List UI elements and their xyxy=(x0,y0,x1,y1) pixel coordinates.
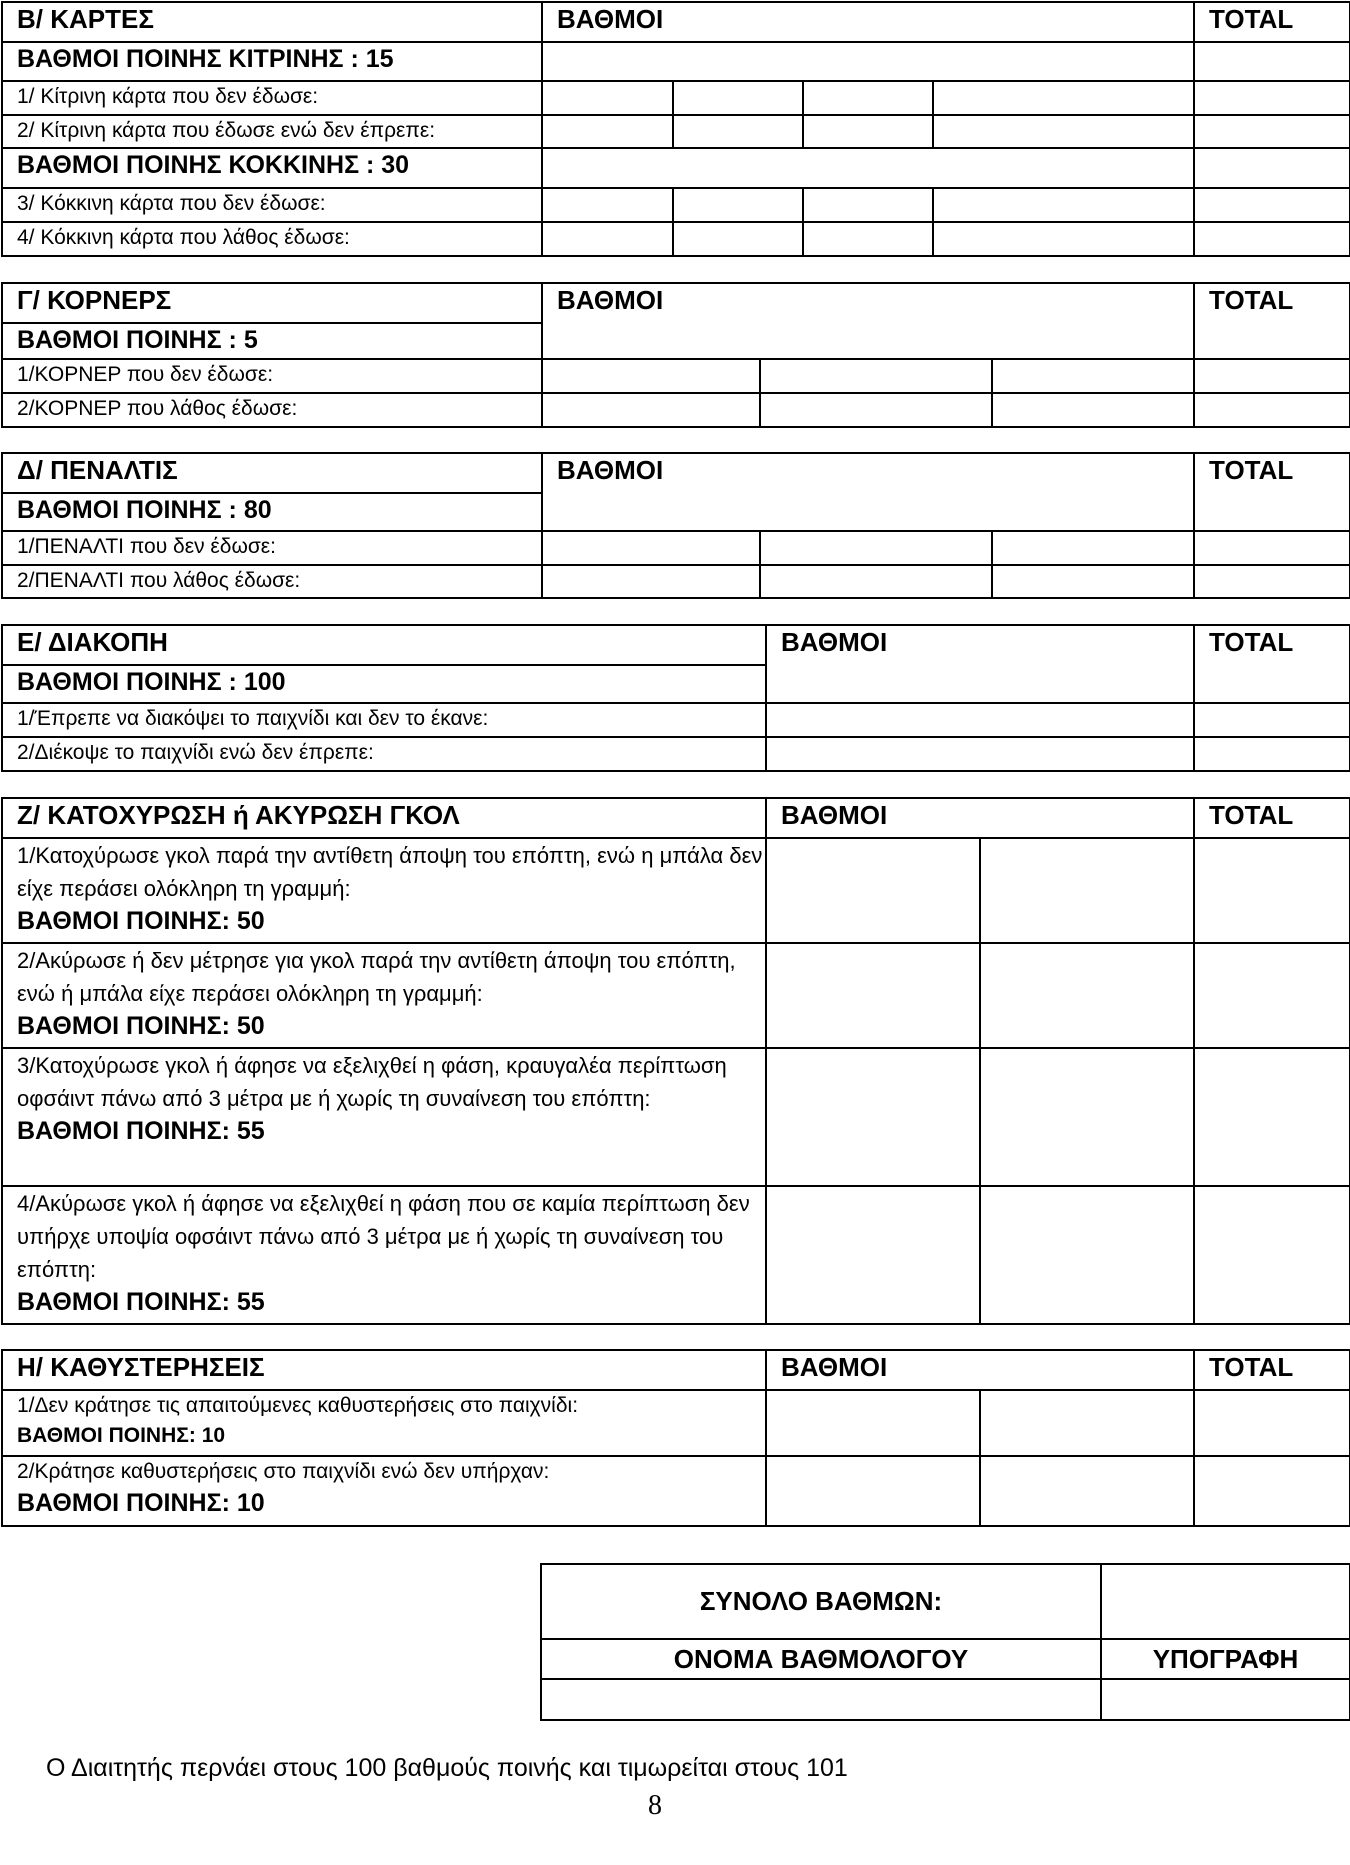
delay-item xyxy=(2,1390,766,1456)
score-cell[interactable] xyxy=(933,81,1194,115)
score-cell[interactable] xyxy=(980,1186,1194,1324)
score-cell[interactable] xyxy=(803,81,933,115)
item-label: 3/Κατοχύρωσε γκολ ή άφησε να εξελιχθεί η φάση, κραυγαλέα περίπτωση οφσάιντ πάνω από 3 μέτρα με ή χωρίς τη συναίνεση του επόπτη: xyxy=(17,1053,727,1111)
score-cell[interactable] xyxy=(542,531,760,565)
item-label: 4/ Κόκκινη κάρτα που λάθος έδωσε: xyxy=(2,222,542,256)
item-label: 4/Ακύρωσε γκολ ή άφησε να εξελιχθεί η φάση που σε καμία περίπτωση δεν υπήρχε υποψία οφσάιντ πάνω από 3 μέτρα με ή χωρίς τη συναίνεση του επόπτη: xyxy=(17,1191,750,1282)
score-cell[interactable] xyxy=(933,188,1194,222)
penalty-label: ΒΑΘΜΟΙ ΠΟΙΝΗΣ: 50 xyxy=(17,907,265,935)
total-heading: TOTAL xyxy=(1194,2,1350,42)
total-heading: TOTAL xyxy=(1194,1350,1350,1390)
item-label: 3/ Κόκκινη κάρτα που δεν έδωσε: xyxy=(2,188,542,222)
total-cell[interactable] xyxy=(1194,1456,1350,1526)
penalty-label: ΒΑΘΜΟΙ ΠΟΙΝΗΣ: 55 xyxy=(17,1288,265,1316)
total-cell[interactable] xyxy=(1194,565,1350,598)
item-label: 2/Ακύρωσε ή δεν μέτρησε για γκολ παρά την αντίθετη άποψη του επόπτη, ενώ ή μπάλα είχε περάσει ολόκληρη τη γραμμή: xyxy=(17,948,736,1006)
item-label: 2/ΚΟΡΝΕΡ που λάθος έδωσε: xyxy=(2,393,542,427)
penalty-label: ΒΑΘΜΟΙ ΠΟΙΝΗΣ ΚΙΤΡΙΝΗΣ : 15 xyxy=(2,42,542,81)
penalty-label: ΒΑΘΜΟΙ ΠΟΙΝΗΣ: 10 xyxy=(17,1489,265,1517)
total-cell[interactable] xyxy=(1194,1048,1350,1186)
score-cell[interactable] xyxy=(933,222,1194,256)
total-cell[interactable] xyxy=(1194,838,1350,943)
item-label: 1/Κατοχύρωσε γκολ παρά την αντίθετη άποψη του επόπτη, ενώ η μπάλα δεν είχε περάσει ολόκληρη τη γραμμή: xyxy=(17,843,763,901)
total-points-field[interactable] xyxy=(1101,1564,1350,1639)
goal-item xyxy=(2,838,766,943)
section-penalties-table xyxy=(1,452,1350,599)
item-label: 2/Διέκοψε το παιχνίδι ενώ δεν έπρεπε: xyxy=(2,737,766,771)
total-heading: TOTAL xyxy=(1194,283,1350,359)
signature-field[interactable] xyxy=(1101,1679,1350,1720)
goal-item xyxy=(2,943,766,1048)
section-title: Δ/ ΠΕΝΑΛΤΙΣ xyxy=(2,453,542,493)
item-label: 1/Δεν κράτησε τις απαιτούμενες καθυστερήσεις στο παιχνίδι: xyxy=(17,1394,579,1417)
score-cell[interactable] xyxy=(980,1048,1194,1186)
points-heading: ΒΑΘΜΟΙ xyxy=(542,283,1194,359)
section-title: Β/ ΚΑΡΤΕΣ xyxy=(2,2,542,42)
total-cell[interactable] xyxy=(1194,703,1350,737)
penalty-label: ΒΑΘΜΟΙ ΠΟΙΝΗΣ: 10 xyxy=(17,1424,226,1447)
section-title: Ζ/ ΚΑΤΟΧΥΡΩΣΗ ή ΑΚΥΡΩΣΗ ΓΚΟΛ xyxy=(2,798,766,838)
penalty-label: ΒΑΘΜΟΙ ΠΟΙΝΗΣ: 55 xyxy=(17,1117,265,1145)
score-cell[interactable] xyxy=(803,115,933,148)
penalty-label: ΒΑΘΜΟΙ ΠΟΙΝΗΣ: 50 xyxy=(17,1012,265,1040)
item-label: 1/ Κίτρινη κάρτα που δεν έδωσε: xyxy=(2,81,542,115)
score-cell[interactable] xyxy=(760,359,992,393)
item-label: 1/ΠΕΝΑΛΤΙ που δεν έδωσε: xyxy=(2,531,542,565)
points-heading: ΒΑΘΜΟΙ xyxy=(542,2,1194,42)
grader-name-label: ΟΝΟΜΑ ΒΑΘΜΟΛΟΓΟΥ xyxy=(541,1639,1101,1679)
score-cell[interactable] xyxy=(933,115,1194,148)
score-cell[interactable] xyxy=(760,531,992,565)
section-stoppage-table xyxy=(1,624,1350,772)
score-cell[interactable] xyxy=(673,115,803,148)
total-cell[interactable] xyxy=(1194,42,1350,81)
total-cell[interactable] xyxy=(1194,737,1350,771)
section-title: Ε/ ΔΙΑΚΟΠΗ xyxy=(2,625,766,665)
score-cell[interactable] xyxy=(980,1456,1194,1526)
total-cell[interactable] xyxy=(1194,1390,1350,1456)
penalty-label: ΒΑΘΜΟΙ ΠΟΙΝΗΣ : 5 xyxy=(2,323,542,359)
score-cell[interactable] xyxy=(766,1456,980,1526)
score-cell[interactable] xyxy=(542,81,673,115)
score-cell[interactable] xyxy=(766,1186,980,1324)
penalty-label: ΒΑΘΜΟΙ ΠΟΙΝΗΣ ΚΟΚΚΙΝΗΣ : 30 xyxy=(2,148,542,188)
score-cell[interactable] xyxy=(980,1390,1194,1456)
score-cell[interactable] xyxy=(766,1390,980,1456)
score-cell[interactable] xyxy=(803,188,933,222)
total-heading: TOTAL xyxy=(1194,625,1350,703)
score-cell[interactable] xyxy=(542,393,760,427)
total-cell[interactable] xyxy=(1194,359,1350,393)
total-cell[interactable] xyxy=(1194,943,1350,1048)
score-cell[interactable] xyxy=(980,838,1194,943)
total-cell[interactable] xyxy=(1194,531,1350,565)
section-title: Η/ ΚΑΘΥΣΤΕΡΗΣΕΙΣ xyxy=(2,1350,766,1390)
section-goals-table xyxy=(1,797,1350,1325)
delay-item xyxy=(2,1456,766,1526)
section-delays-table xyxy=(1,1349,1350,1527)
score-cell[interactable] xyxy=(766,703,1194,737)
total-cell[interactable] xyxy=(1194,393,1350,427)
total-cell[interactable] xyxy=(1194,148,1350,188)
points-heading: ΒΑΘΜΟΙ xyxy=(766,798,1194,838)
score-cell[interactable] xyxy=(980,943,1194,1048)
score-cell[interactable] xyxy=(760,393,992,427)
total-cell[interactable] xyxy=(1194,188,1350,222)
points-heading: ΒΑΘΜΟΙ xyxy=(766,625,1194,703)
grader-name-field[interactable] xyxy=(541,1679,1101,1720)
goal-item xyxy=(2,1186,766,1324)
section-corners-table xyxy=(1,282,1350,428)
points-heading: ΒΑΘΜΟΙ xyxy=(766,1350,1194,1390)
score-cell[interactable] xyxy=(766,943,980,1048)
item-label: 1/ΚΟΡΝΕΡ που δεν έδωσε: xyxy=(2,359,542,393)
total-heading: TOTAL xyxy=(1194,798,1350,838)
score-cell[interactable] xyxy=(766,737,1194,771)
score-cell[interactable] xyxy=(673,222,803,256)
score-cell[interactable] xyxy=(542,222,673,256)
score-cell[interactable] xyxy=(766,1048,980,1186)
section-title: Γ/ ΚΟΡΝΕΡΣ xyxy=(2,283,542,323)
score-cell[interactable] xyxy=(803,222,933,256)
score-cell[interactable] xyxy=(760,565,992,598)
score-cell[interactable] xyxy=(992,531,1194,565)
score-cell[interactable] xyxy=(766,838,980,943)
score-cell[interactable] xyxy=(673,81,803,115)
score-cell[interactable] xyxy=(542,115,673,148)
total-heading: TOTAL xyxy=(1194,453,1350,531)
penalty-label: ΒΑΘΜΟΙ ΠΟΙΝΗΣ : 80 xyxy=(2,493,542,531)
total-cell[interactable] xyxy=(1194,115,1350,148)
total-cell[interactable] xyxy=(1194,1186,1350,1324)
goal-item xyxy=(2,1048,766,1186)
page-number: 8 xyxy=(648,1790,662,1821)
signature-label: ΥΠΟΓΡΑΦΗ xyxy=(1101,1639,1350,1679)
item-label: 1/Έπρεπε να διακόψει το παιχνίδι και δεν το έκανε: xyxy=(2,703,766,737)
score-cell[interactable] xyxy=(542,359,760,393)
total-points-label: ΣΥΝΟΛΟ ΒΑΘΜΩΝ: xyxy=(541,1564,1101,1639)
score-cell[interactable] xyxy=(992,359,1194,393)
total-cell[interactable] xyxy=(1194,81,1350,115)
item-label: 2/ Κίτρινη κάρτα που έδωσε ενώ δεν έπρεπε: xyxy=(2,115,542,148)
score-cell[interactable] xyxy=(542,565,760,598)
total-cell[interactable] xyxy=(1194,222,1350,256)
summary-table xyxy=(540,1563,1350,1721)
score-cell[interactable] xyxy=(542,188,673,222)
score-cell[interactable] xyxy=(673,188,803,222)
penalty-label: ΒΑΘΜΟΙ ΠΟΙΝΗΣ : 100 xyxy=(2,665,766,703)
score-cell[interactable] xyxy=(992,565,1194,598)
points-heading: ΒΑΘΜΟΙ xyxy=(542,453,1194,531)
footnote: Ο Διαιτητής περνάει στους 100 βαθμούς ποινής και τιμωρείται στους 101 xyxy=(46,1754,848,1782)
section-cards-table xyxy=(1,1,1350,257)
item-label: 2/ΠΕΝΑΛΤΙ που λάθος έδωσε: xyxy=(2,565,542,598)
item-label: 2/Κράτησε καθυστερήσεις στο παιχνίδι ενώ δεν υπήρχαν: xyxy=(17,1460,550,1483)
score-cell[interactable] xyxy=(992,393,1194,427)
